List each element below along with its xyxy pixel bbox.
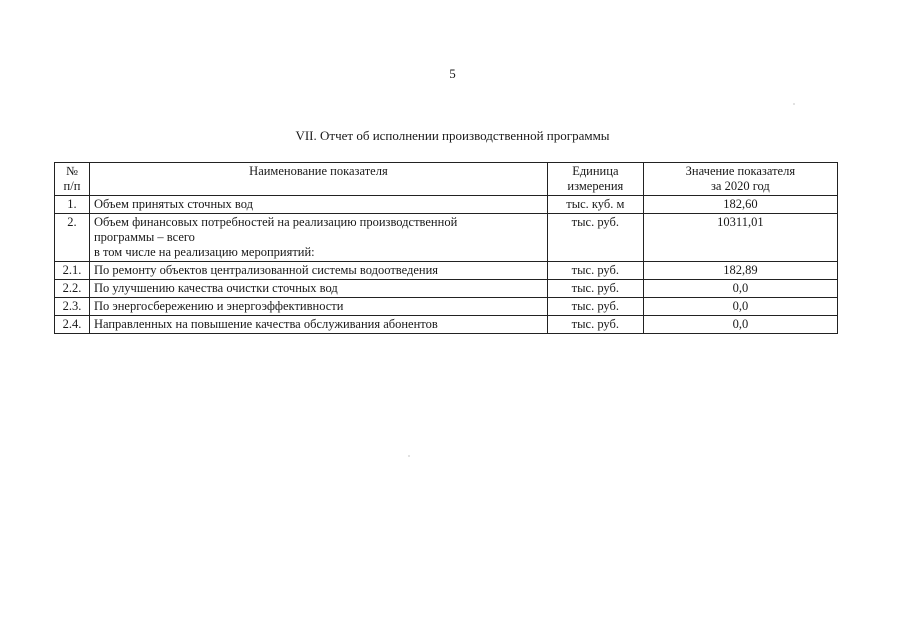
header-value-line: за 2020 год [710,179,770,193]
row-name [89,196,547,214]
header-unit [547,163,643,196]
row-value: 10311,01 [643,214,837,262]
row-name [89,262,547,280]
report-table [54,162,838,334]
header-name: Наименование показателя [89,163,547,196]
header-unit-line: Единица [572,164,619,178]
row-name-line: Объем финансовых потребностей на реализацию производственной [93,215,458,229]
row-unit: тыс. руб. [547,262,643,280]
row-name-line: программы – всего [93,230,195,244]
row-name [89,316,547,334]
header-unit-line: измерения [567,179,624,193]
row-value: 0,0 [643,298,837,316]
row-value: 0,0 [643,280,837,298]
page-number: 5 [449,66,456,81]
header-num-line: п/п [63,179,81,193]
header-value-line: Значение показателя [685,164,796,178]
row-name-line: в том числе на реализацию мероприятий: [93,245,315,259]
row-name-line: По энергосбережению и энергоэффективности [93,299,344,313]
table-header-row [55,163,838,196]
row-unit: тыс. руб. [547,298,643,316]
row-unit: тыс. куб. м [547,196,643,214]
table-row [55,196,838,214]
row-num: 1. [55,196,90,214]
row-name-line: По улучшению качества очистки сточных вод [93,281,338,295]
row-name-line: Направленных на повышение качества обслуживания абонентов [93,317,438,331]
row-num: 2.4. [55,316,90,334]
scan-speck [793,103,795,105]
row-num: 2.1. [55,262,90,280]
row-num: 2. [55,214,90,262]
row-name-line: По ремонту объектов централизованной системы водоотведения [93,263,439,277]
row-name [89,280,547,298]
row-num: 2.2. [55,280,90,298]
table-row [55,298,838,316]
row-name [89,214,547,262]
row-unit: тыс. руб. [547,280,643,298]
row-unit: тыс. руб. [547,214,643,262]
row-name-line: Объем принятых сточных вод [93,197,253,211]
header-num [55,163,90,196]
scan-speck [408,455,410,457]
row-value: 0,0 [643,316,837,334]
row-value: 182,60 [643,196,837,214]
header-num-line: № [66,164,78,178]
row-num: 2.3. [55,298,90,316]
row-unit: тыс. руб. [547,316,643,334]
table-row [55,214,838,262]
row-value: 182,89 [643,262,837,280]
table-row [55,316,838,334]
table-row [55,280,838,298]
header-value [643,163,837,196]
table-row [55,262,838,280]
section-title: VII. Отчет об исполнении производственной программы [295,128,610,143]
row-name [89,298,547,316]
